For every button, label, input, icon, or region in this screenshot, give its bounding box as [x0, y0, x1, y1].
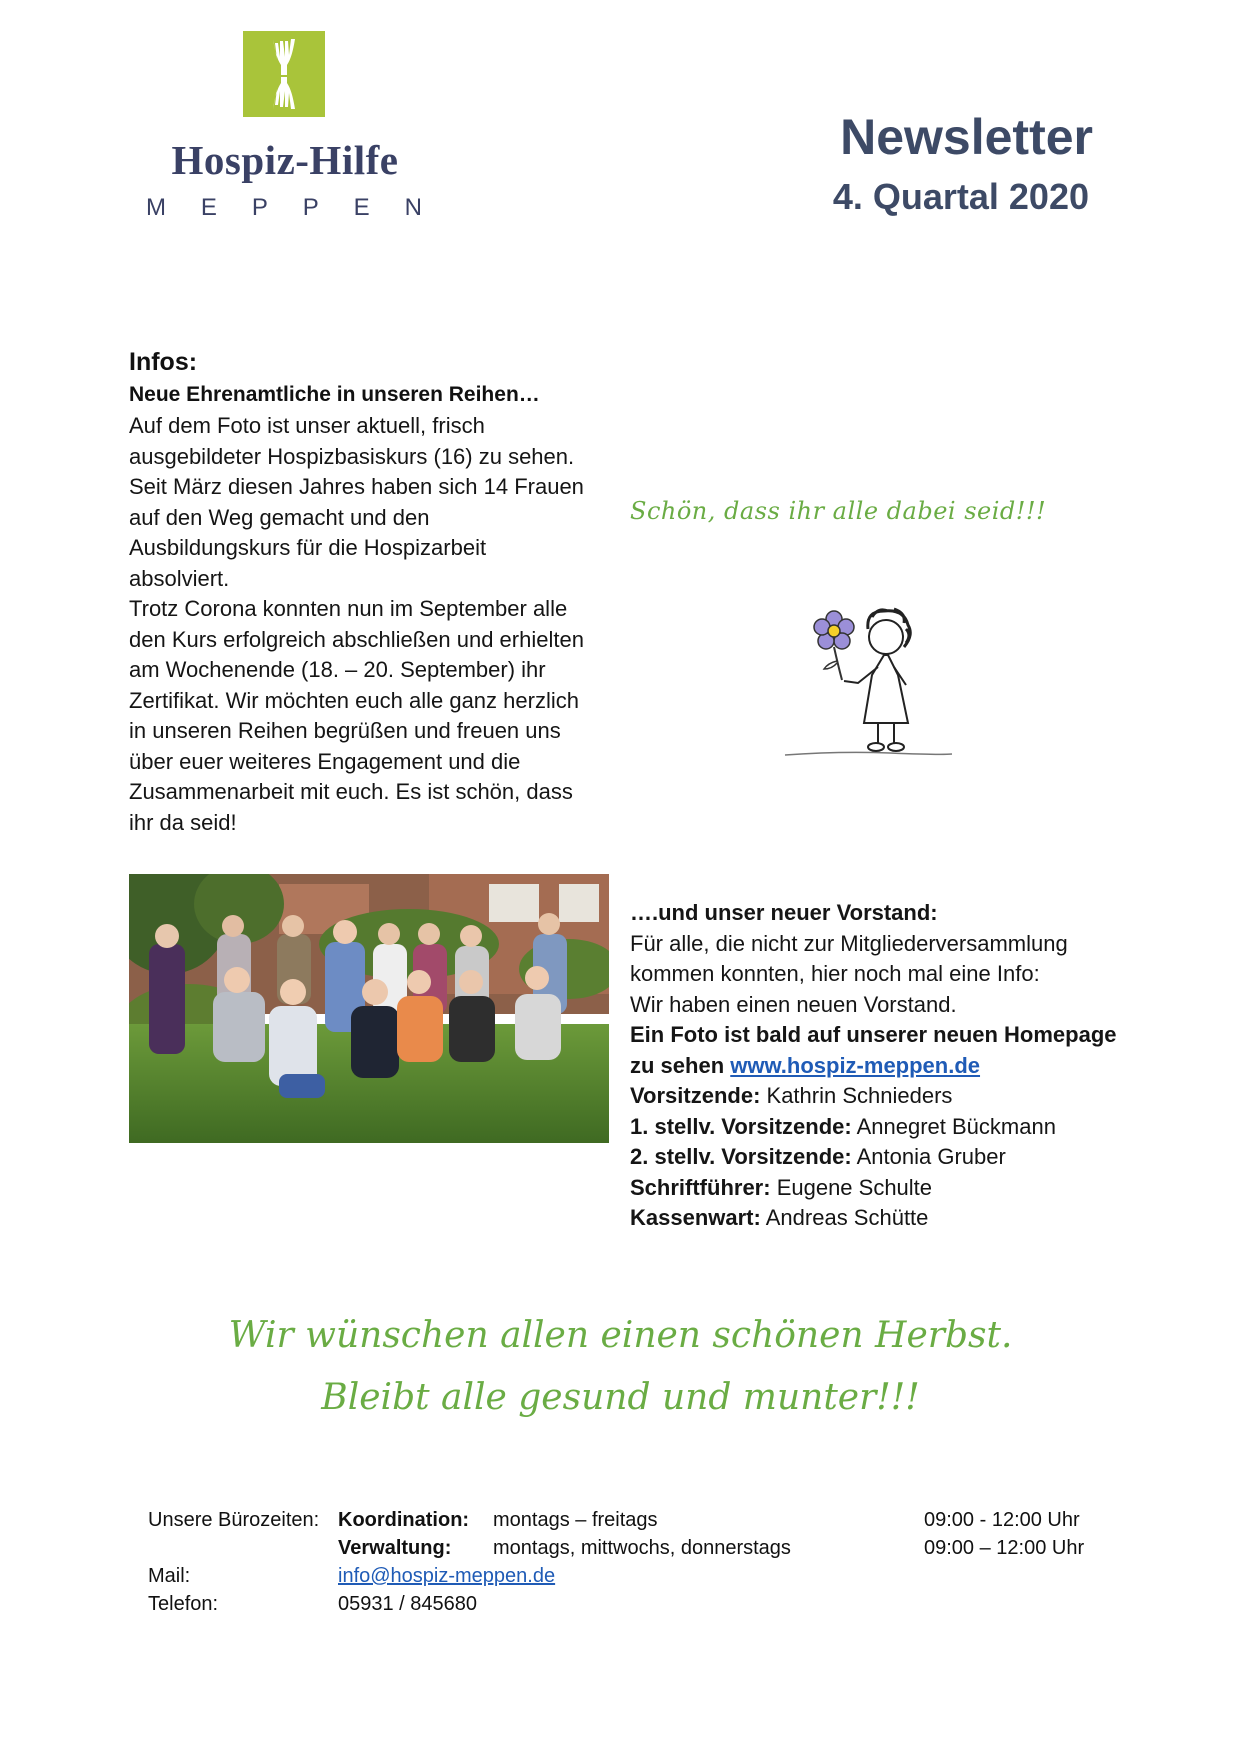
- logo-city-letter: E: [200, 194, 217, 221]
- wishes-line: Wir wünschen allen einen schönen Herbst.: [228, 1315, 1013, 1356]
- board-member-name: Annegret Bückmann: [856, 1113, 1056, 1139]
- board-member: [630, 1142, 1130, 1173]
- logo-city: [146, 194, 422, 222]
- dept-days: montags, mittwochs, donnerstags: [493, 1537, 791, 1559]
- infos-line: Ausbildungskurs für die Hospizarbeit: [129, 535, 487, 560]
- board-intro-line: Für alle, die nicht zur Mitgliederversammlung: [630, 930, 1068, 956]
- infos-line: ihr da seid!: [129, 809, 237, 835]
- infos-line: in unseren Reihen begrüßen und freuen uns: [129, 718, 561, 743]
- welcome-note: Schön, dass ihr alle dabei seid!!!: [630, 497, 1047, 525]
- logo-name: Hospiz-Hilfe: [171, 137, 399, 183]
- autumn-wishes: [0, 1305, 1241, 1429]
- logo-city-letter: E: [353, 194, 370, 221]
- infos-line: Zertifikat. Wir möchten euch alle ganz herzlich: [129, 687, 579, 713]
- dept-hours: 09:00 – 12:00 Uhr: [924, 1537, 1085, 1559]
- photo-note-website: [630, 1051, 1130, 1082]
- board-intro-line: Wir haben einen neuen Vorstand.: [630, 991, 957, 1017]
- infos-heading: Infos:: [129, 348, 198, 376]
- board-member-role: Schriftführer:: [630, 1174, 771, 1200]
- logo-city-letter: P: [251, 194, 268, 221]
- photo-note-tail: zu sehen: [630, 1052, 725, 1078]
- infos-line: über euer weiteres Engagement und die: [129, 748, 521, 774]
- infos-line: Trotz Corona konnten nun im September alle: [129, 596, 568, 621]
- logo-city-letter: P: [302, 194, 319, 221]
- hospiz-logo-icon: [243, 31, 325, 117]
- girl-with-flower-illustration: [780, 605, 955, 760]
- board-member: [630, 1203, 1130, 1234]
- board-member-role: 1. stellv. Vorsitzende:: [630, 1113, 852, 1139]
- board-heading: ….und unser neuer Vorstand:: [630, 900, 938, 925]
- infos-line: absolviert.: [129, 565, 230, 591]
- infos-line: Zusammenarbeit mit euch. Es ist schön, dass: [129, 779, 573, 804]
- group-photo: [129, 874, 609, 1143]
- infos-line: den Kurs erfolgreich abschließen und erhielten: [129, 626, 584, 652]
- wishes-line: Bleibt alle gesund und munter!!!: [321, 1377, 920, 1418]
- phone-number: 05931 / 845680: [338, 1593, 478, 1615]
- board-intro-line: kommen konnten, hier noch mal eine Info:: [630, 961, 1040, 986]
- infos-line: Auf dem Foto ist unser aktuell, frisch: [129, 413, 485, 438]
- dept-hours: 09:00 - 12:00 Uhr: [924, 1509, 1080, 1531]
- photo-note: Ein Foto ist bald auf unserer neuen Homepage: [630, 1022, 1117, 1047]
- board-member-role: Vorsitzende:: [630, 1083, 761, 1108]
- newsletter-title: Newsletter: [840, 109, 1093, 165]
- infos-line: Seit März diesen Jahres haben sich 14 Frauen: [129, 474, 584, 499]
- board-member-name: Eugene Schulte: [776, 1174, 933, 1200]
- board-member-role: 2. stellv. Vorsitzende:: [630, 1144, 852, 1169]
- board-member-name: Andreas Schütte: [765, 1205, 929, 1230]
- dept-days: montags – freitags: [493, 1509, 658, 1531]
- infos-body: [129, 411, 629, 838]
- infos-line: auf den Weg gemacht und den: [129, 504, 430, 530]
- logo-city-letter: M: [146, 194, 166, 221]
- board-member-role: Kassenwart:: [630, 1205, 761, 1230]
- dept-label: Koordination:: [338, 1509, 470, 1531]
- infos-line: am Wochenende (18. – 20. September) ihr: [129, 657, 546, 682]
- board-member-name: Kathrin Schnieders: [766, 1083, 953, 1108]
- board-section: [630, 898, 1130, 1234]
- board-member-name: Antonia Gruber: [856, 1144, 1006, 1169]
- phone-label: Telefon:: [148, 1593, 219, 1615]
- dept-label: Verwaltung:: [338, 1537, 452, 1559]
- email-link[interactable]: info@hospiz-meppen.de: [338, 1565, 556, 1587]
- logo-city-letter: N: [404, 194, 422, 221]
- newsletter-quarter: 4. Quartal 2020: [832, 176, 1089, 217]
- office-hours-label: Unsere Bürozeiten:: [148, 1509, 320, 1531]
- board-member: [630, 1173, 1130, 1204]
- website-link[interactable]: www.hospiz-meppen.de: [730, 1052, 981, 1078]
- infos-line: ausgebildeter Hospizbasiskurs (16) zu sehen.: [129, 443, 575, 469]
- infos-subheading: Neue Ehrenamtliche in unseren Reihen…: [129, 383, 540, 406]
- mail-label: Mail:: [148, 1565, 191, 1587]
- board-member: [630, 1081, 1130, 1112]
- board-member: [630, 1112, 1130, 1143]
